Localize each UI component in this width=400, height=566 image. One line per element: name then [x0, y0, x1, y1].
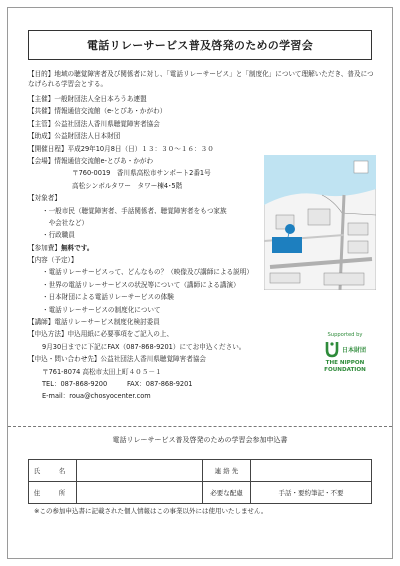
- fee-text: 無料です。: [60, 243, 94, 252]
- venue-building: 高松シンボルタワー タワー棟4･5階: [72, 181, 183, 190]
- manager-text: 公益社団法人香川県聴覚障害者協会: [54, 119, 160, 128]
- contact-address: 〒761-8074 高松市太田上町４０５－１: [42, 367, 162, 376]
- lecturer-text: 電話リレーサービス制度化検討委員: [54, 318, 160, 327]
- venue-address: 〒760-0019 香川県高松市サンポート2番1号: [72, 169, 211, 178]
- content-item: ・電話リレーサービスの制度化について: [42, 305, 161, 314]
- nippon-foundation-icon: [324, 340, 340, 358]
- cohost-label: 【共催】: [28, 107, 55, 116]
- apply-text: 申込用紙に必要事項をご記入の上、: [67, 330, 174, 339]
- foundation-line1: THE NIPPON: [325, 360, 365, 366]
- name-label: 氏 名: [29, 460, 77, 482]
- target-label: 【対象者】: [28, 194, 61, 203]
- privacy-note: ※この参加申込書に記載された個人情報はこの事業以外には使用いたしません。: [34, 507, 268, 515]
- venue-label: 【会場】: [28, 156, 55, 165]
- supported-by-text: Supported by: [327, 332, 363, 338]
- purpose-text: 地域の聴覚障害者及び関係者に対し、「電話リレーサービス」と「制度化」について理解いただき、普及につなげられる学習会とする。: [28, 70, 374, 88]
- title-box: [28, 30, 372, 60]
- cut-line: [8, 426, 392, 427]
- contact-org: 公益社団法人香川県聴覚障害者協会: [100, 355, 207, 364]
- row-manager: [28, 118, 260, 130]
- venue-map: [264, 155, 376, 290]
- support-options[interactable]: 手話・要約筆記・不要: [251, 482, 372, 504]
- grant-label: 【助成】: [28, 132, 55, 141]
- row-lecturer: [28, 316, 260, 328]
- row-schedule: [28, 143, 260, 155]
- map-building: [308, 209, 330, 225]
- organizer-label: 【主催】: [28, 95, 55, 103]
- lecturer-label: 【講師】: [28, 318, 55, 327]
- map-tower-label-bg: [272, 237, 302, 253]
- organizer-text: 一般財団法人全日本ろうあ連盟: [54, 95, 147, 103]
- foundation-name: [314, 360, 376, 374]
- content-label: 【内容（予定）】: [28, 256, 78, 265]
- contact-email: E-mail：roua@chosyocenter.com: [42, 392, 151, 401]
- contact-fax: FAX：087-868-9201: [126, 379, 193, 388]
- schedule-label: 【開催日程】: [28, 144, 68, 153]
- target-item: や会社など）: [42, 218, 89, 227]
- name-field[interactable]: [77, 460, 203, 482]
- address-field[interactable]: [77, 482, 203, 504]
- schedule-text: 平成29年10月8日（日）１３：３０～１６：３０: [67, 144, 214, 153]
- info-rows: [28, 93, 260, 403]
- map-building: [348, 223, 368, 235]
- foundation-line2: FOUNDATION: [324, 367, 366, 373]
- apply-label: 【申込方法】: [28, 330, 68, 339]
- row-organizer: [28, 93, 260, 105]
- row-contact: [28, 353, 260, 365]
- contact-tel: TEL：087-868-9200: [42, 379, 108, 388]
- row-apply: [28, 328, 260, 340]
- form-title: 電話リレーサービス普及啓発のための学習会参加申込書: [112, 436, 288, 444]
- content-item: ・日本財団による電話リレーサービスの体験: [42, 293, 174, 302]
- sponsor-logo: [314, 332, 376, 412]
- map-building: [324, 273, 364, 285]
- sponsor-name: 日本財団: [341, 346, 366, 354]
- row-fee: [28, 242, 260, 254]
- content-item: ・世界の電話リレーサービスの状況等について（講師による講演）: [42, 280, 240, 289]
- application-form: [28, 459, 372, 504]
- address-label: 住 所: [29, 482, 77, 504]
- contact-label: 【申込・問い合わせ先】: [28, 355, 101, 364]
- fee-label: 【参加費】: [28, 243, 61, 252]
- target-item: ・一般市民（聴覚障害者、手話関係者、聴覚障害者をもつ家族: [42, 206, 227, 215]
- form-row: [29, 482, 372, 504]
- contact-field-label: 連 絡 先: [203, 460, 251, 482]
- row-grant: [28, 130, 260, 142]
- row-cohost: [28, 105, 260, 117]
- purpose-section: [28, 69, 378, 89]
- target-item: ・行政職員: [42, 231, 75, 240]
- cohost-text: 情報通信交流館（e-とぴあ・かがわ）: [54, 107, 167, 116]
- contact-field[interactable]: [251, 460, 372, 482]
- support-label: 必要な配慮: [203, 482, 251, 504]
- apply-deadline: 9月30日までに下記にFAX（087-868-9201）にてお申込ください。: [42, 342, 246, 351]
- grant-text: 公益財団法人日本財団: [54, 132, 121, 141]
- purpose-label: 【目的】: [28, 70, 55, 78]
- form-row: [29, 460, 372, 482]
- content-item: ・電話リレーサービスって、どんなもの？（映像及び講師による説明）: [42, 268, 253, 277]
- manager-label: 【主管】: [28, 119, 55, 128]
- map-building: [270, 273, 300, 283]
- map-building: [348, 241, 368, 253]
- venue-text: 情報通信交流館e-とぴあ・かがわ: [54, 156, 154, 165]
- contact-phone-fax: [28, 378, 260, 390]
- row-venue: [28, 155, 260, 167]
- page-title: 電話リレーサービス普及啓発のための学習会: [87, 39, 313, 52]
